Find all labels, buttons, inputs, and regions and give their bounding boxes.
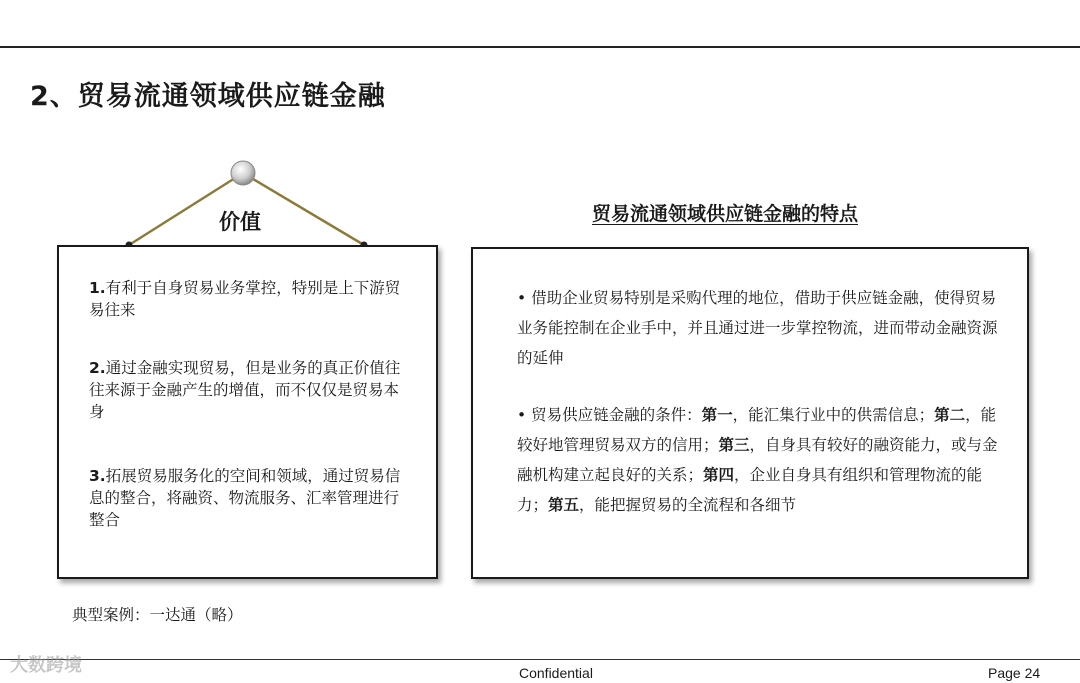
condition-first-label: 第一 [701,406,733,424]
condition-third-label: 第三 [718,436,750,454]
watermark: 大数跨境 [10,655,82,676]
value-item-3-number: 3. [89,467,106,485]
value-panel [57,245,438,579]
value-heading: 价值 [219,210,261,234]
value-item-3 [89,465,409,531]
condition-third-text: ，自身具有较好的融资能力，或与金融机构建立起良好的关系； [517,436,998,484]
hanger-pin-icon [231,161,255,185]
condition-second-label: 第二 [934,406,966,424]
condition-fifth-label: 第五 [548,496,580,514]
value-item-2 [89,357,409,423]
footer-page-number: Page 24 [988,665,1041,681]
feature-bullet-2 [517,400,1003,520]
page-title: 2、贸易流通领域供应链金融 [30,81,386,112]
value-item-2-number: 2. [89,359,106,377]
features-panel [471,247,1029,579]
bottom-rule [0,659,1080,660]
features-heading: 贸易流通领域供应链金融的特点 [592,203,859,225]
value-item-1-number: 1. [89,279,106,297]
case-note: 典型案例：一达通（略） [72,606,243,624]
feature-bullet-1: • 借助企业贸易特别是采购代理的地位，借助于供应链金融，使得贸易业务能控制在企业手中，并且通过进一步掌控物流，进而带动金融资源的延伸 [517,289,998,367]
condition-fifth-text: ，能把握贸易的全流程和各细节 [579,496,797,514]
value-item-1-text: 有利于自身贸易业务掌控，特别是上下游贸易往来 [89,279,401,319]
value-item-2-text: 通过金融实现贸易，但是业务的真正价值往往来源于金融产生的增值，而不仅仅是贸易本身 [89,359,401,421]
feature-bullet-2-intro: • 贸易供应链金融的条件： [517,406,702,424]
value-item-3-text: 拓展贸易服务化的空间和领域，通过贸易信息的整合，将融资、物流服务、汇率管理进行整合 [89,467,401,529]
condition-fourth-label: 第四 [703,466,735,484]
condition-first-text: ，能汇集行业中的供需信息； [732,406,935,424]
hanger-string-right [243,173,364,245]
condition-second-text: ，能较好地管理贸易双方的信用； [517,406,997,454]
condition-fourth-text: ，企业自身具有组织和管理物流的能力； [517,466,983,514]
footer-confidential: Confidential [519,665,593,681]
value-item-1 [89,277,409,321]
